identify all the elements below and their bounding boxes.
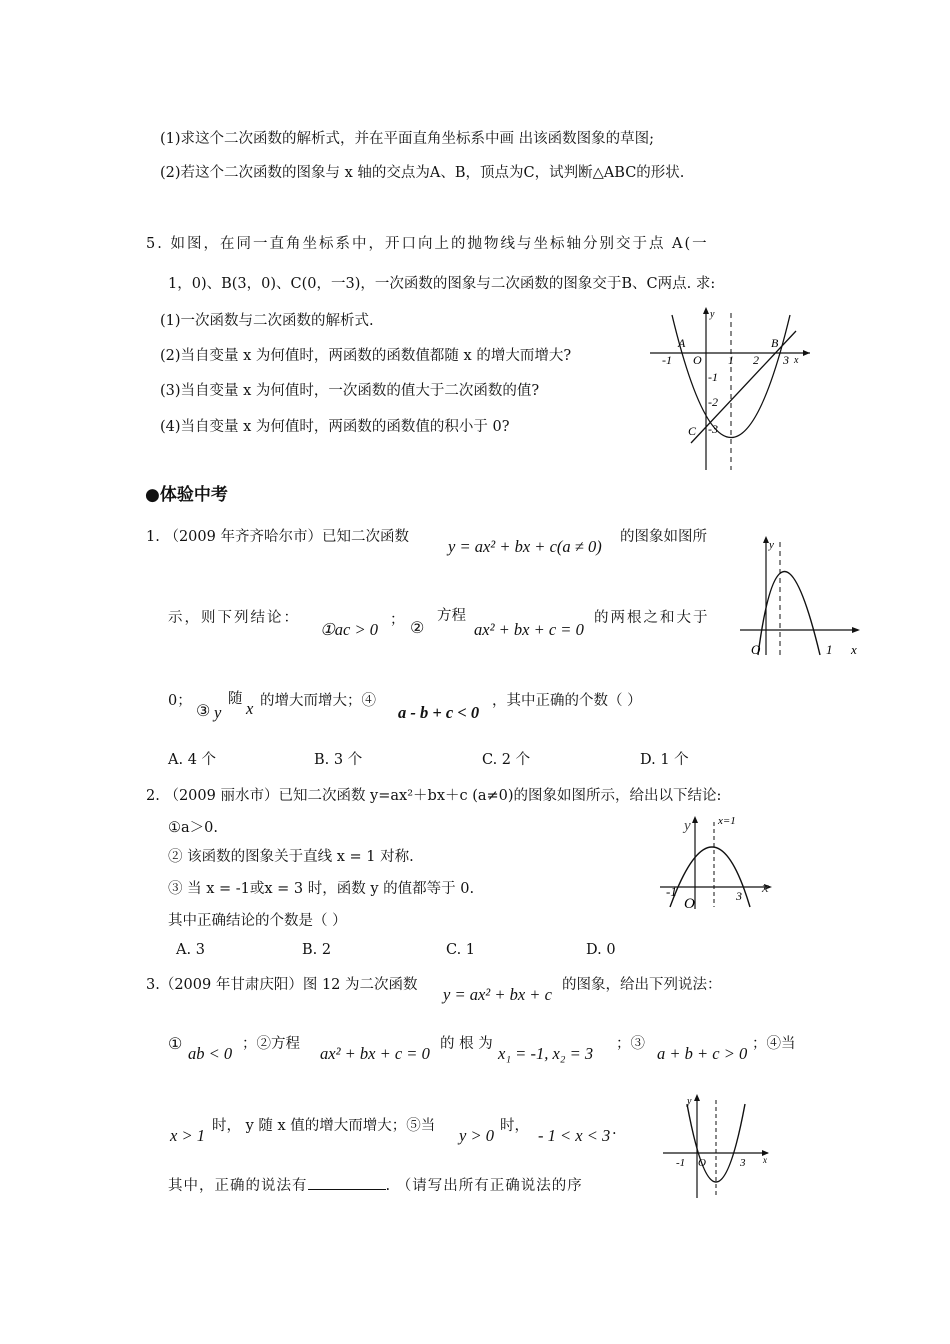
q5-label-y: y xyxy=(710,309,715,320)
p3-l3-5: . xyxy=(612,1122,617,1138)
q5-label-C: C xyxy=(688,424,697,438)
top-line-2: (2)若这个二次函数的图象与 x 轴的交点为A、B，顶点为C，试判断△ABC的形状. xyxy=(160,165,685,181)
p1-c3x: x xyxy=(246,699,254,718)
q5-label-x: x xyxy=(794,355,799,366)
p1-fig-label-1: 1 xyxy=(826,642,833,657)
p3-l3-2: y > 0 xyxy=(459,1126,494,1145)
p3-after: 的图象，给出下列说法： xyxy=(562,977,722,993)
p1-c2text: 方程 xyxy=(437,608,466,624)
q5-line-2: 1，0)、B(3，0)、C(0，一3)，一次函数的图象与二次函数的图象交于B、C两点. 求: xyxy=(168,276,716,292)
p1-after: 的图象如图所 xyxy=(620,529,707,545)
p2-fig-label-neg1: -1 xyxy=(666,884,677,899)
p1-line3b: ，其中正确的个数（ ） xyxy=(492,693,642,709)
p3-fig-label-x: x xyxy=(763,1155,767,1165)
q5-label-neg3: -3 xyxy=(708,422,718,436)
p2-fig-label-3: 3 xyxy=(736,889,742,903)
p2-intro: 2. （2009 丽水市）已知二次函数 y=ax²＋bx＋c (a≠0)的图象如图所示，给出以下结论: xyxy=(146,788,722,804)
p3-fig-label-y: y xyxy=(687,1096,692,1107)
p1-option-c: C. 2 个 xyxy=(482,752,531,768)
p2-option-c: C. 1 xyxy=(446,942,476,958)
p3-l2-6: ；③ xyxy=(616,1036,645,1052)
q5-label-3: 3 xyxy=(783,353,789,367)
p3-l4-b: . （请写出所有正确说法的序 xyxy=(385,1178,583,1194)
p3-l2-4: 的 根 为 xyxy=(440,1036,493,1052)
p1-c1: ①ac > 0 xyxy=(320,620,378,639)
p1-intro: 1. （2009 年齐齐哈尔市）已知二次函数 xyxy=(146,529,409,545)
q5-item-2: (2)当自变量 x 为何值时，两函数的函数值都随 x 的增大而增大? xyxy=(160,348,572,364)
q5-item-1: (1)一次函数与二次函数的解析式. xyxy=(160,313,374,329)
q5-label-1: 1 xyxy=(728,353,734,367)
q5-label-neg1x: -1 xyxy=(662,353,672,367)
p3-formula: y = ax² + bx + c xyxy=(443,985,552,1004)
section-title: ●体验中考 xyxy=(145,485,228,505)
q5-item-4: (4)当自变量 x 为何值时，两函数的函数值的积小于 0? xyxy=(160,419,510,435)
p3-l3-1: 时， y 随 x 值的增大而增大；⑤当 xyxy=(212,1118,436,1134)
p3-l2-0: ① xyxy=(168,1034,183,1053)
p1-option-a: A. 4 个 xyxy=(168,752,217,768)
p2-fig-label-O: O xyxy=(684,896,695,912)
q5-line-1: 5. 如图，在同一直角坐标系中，开口向上的抛物线与坐标轴分别交于点 A(一 xyxy=(146,236,709,252)
p2-fig-label-x: x xyxy=(762,880,769,896)
p3-l3-4: - 1 < x < 3 xyxy=(538,1126,611,1145)
p1-line2a: 示，则下列结论： xyxy=(168,610,300,626)
p2-figure xyxy=(660,812,775,912)
p1-c4formula: a - b + c < 0 xyxy=(398,703,480,722)
p3-l2-3: ax² + bx + c = 0 xyxy=(320,1044,430,1063)
p2-fig-label-y: y xyxy=(684,818,691,834)
p2-option-b: B. 2 xyxy=(302,942,332,958)
p3-l2-2: ；②方程 xyxy=(242,1036,300,1052)
p3-l2-8: ；④当 xyxy=(752,1036,796,1052)
p1-figure xyxy=(738,530,863,660)
p2-c3: ③ 当 x = -1或x = 3 时，函数 y 的值都等于 0. xyxy=(168,881,475,897)
q5-label-A: A xyxy=(678,336,686,350)
q5-figure xyxy=(650,305,810,475)
p3-answer-blank[interactable] xyxy=(308,1175,386,1190)
p3-fig-label-neg1: -1 xyxy=(676,1157,686,1169)
p3-fig-label-O: O xyxy=(698,1157,706,1169)
p2-option-d: D. 0 xyxy=(586,942,616,958)
p2-c2: ② 该函数的图象关于直线 x = 1 对称. xyxy=(168,849,414,865)
p1-option-d: D. 1 个 xyxy=(640,752,689,768)
q5-label-neg1y: -1 xyxy=(708,370,718,384)
p1-c2formula: ax² + bx + c = 0 xyxy=(474,620,584,639)
p1-line3a: 0； xyxy=(168,693,192,709)
p1-fig-label-y: y xyxy=(769,539,774,551)
p3-l4 xyxy=(168,1175,583,1196)
p3-fig-label-3: 3 xyxy=(740,1157,746,1169)
q5-label-O: O xyxy=(693,353,702,367)
q5-label-2: 2 xyxy=(753,353,759,367)
p1-fig-label-O: O xyxy=(751,642,761,657)
q5-label-neg2: -2 xyxy=(708,395,718,409)
p3-l2-7: a + b + c > 0 xyxy=(657,1044,748,1063)
p1-fig-label-x: x xyxy=(851,642,857,657)
p1-c3a: ③ xyxy=(196,701,211,720)
p1-c3y: y xyxy=(214,703,222,722)
p1-option-b: B. 3 个 xyxy=(314,752,363,768)
p1-semi1: ； xyxy=(390,612,405,628)
p2-question: 其中正确结论的个数是（ ） xyxy=(168,913,347,929)
p2-fig-label-x1: x=1 xyxy=(718,815,736,827)
p2-c1: ①a＞0. xyxy=(168,820,218,836)
p1-c3sui: 随 xyxy=(228,691,243,707)
p3-figure xyxy=(663,1090,775,1200)
p3-l3-3: 时， xyxy=(500,1118,529,1134)
p3-l2-1: ab < 0 xyxy=(188,1044,233,1063)
top-line-1: (1)求这个二次函数的解析式，并在平面直角坐标系中画 出该函数图象的草图; xyxy=(160,131,655,147)
p3-l3-0: x > 1 xyxy=(170,1126,205,1145)
p1-c2: ② xyxy=(410,618,425,637)
p1-formula: y = ax² + bx + c(a ≠ 0) xyxy=(448,537,602,556)
p1-line2b: 的两根之和大于 xyxy=(594,610,710,626)
p1-c3tail: 的增大而增大；④ xyxy=(260,693,376,709)
p2-option-a: A. 3 xyxy=(176,942,205,958)
p3-l2-5: x₁ = -1, x₂ = 3 xyxy=(498,1044,594,1063)
p3-l4-a: 其中，正确的说法有 xyxy=(168,1178,308,1194)
p3-intro: 3.（2009 年甘肃庆阳）图 12 为二次函数 xyxy=(146,977,418,993)
q5-item-3: (3)当自变量 x 为何值时，一次函数的值大于二次函数的值? xyxy=(160,383,540,399)
q5-label-B: B xyxy=(771,336,779,350)
